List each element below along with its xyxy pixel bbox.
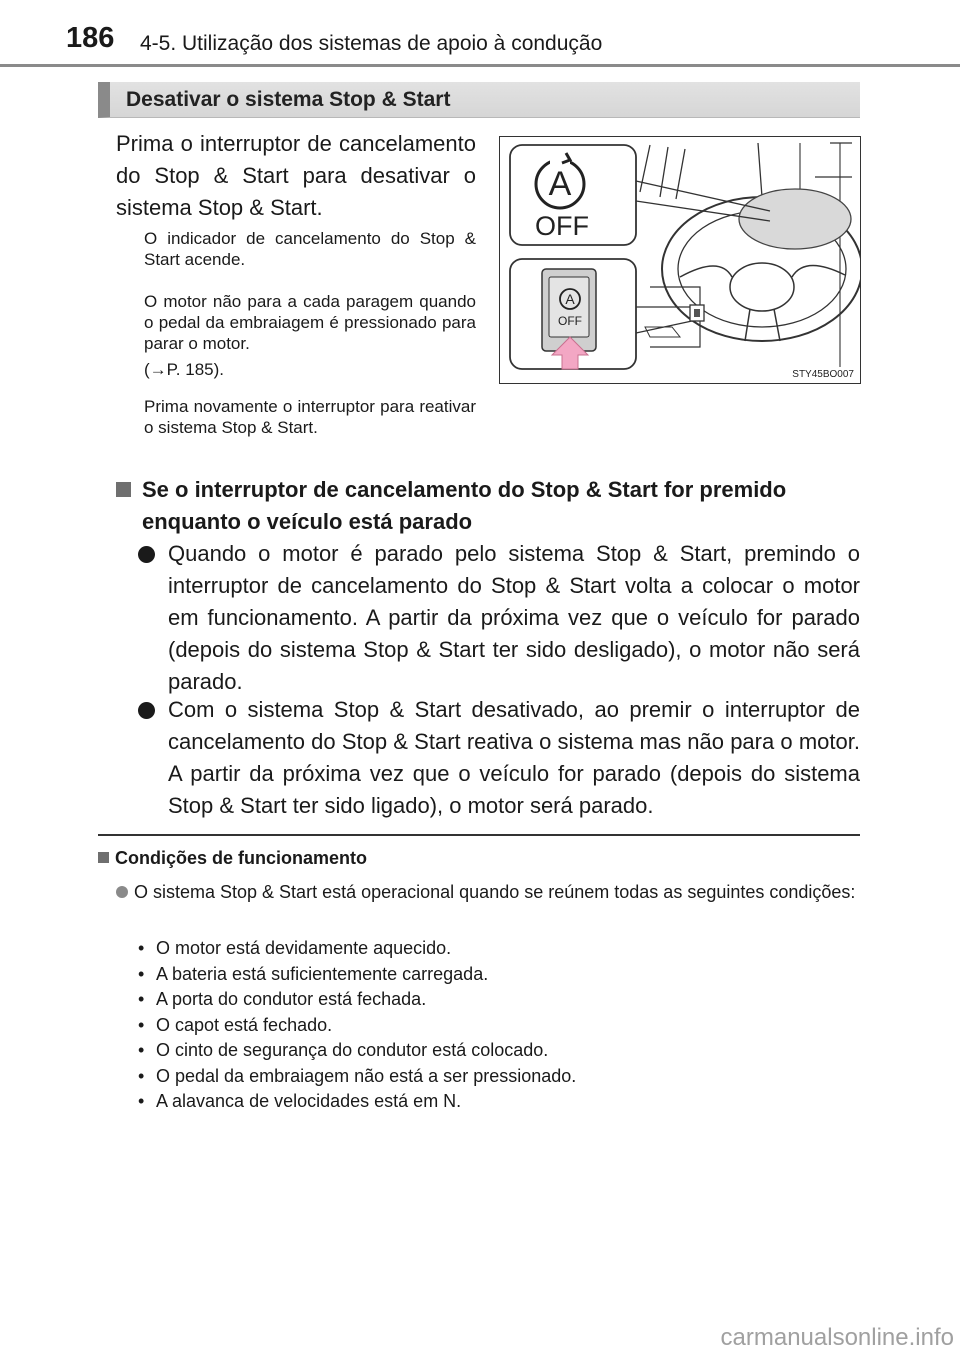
conditions-heading: Condições de funcionamento — [98, 848, 367, 869]
circle-bullet-icon — [116, 886, 128, 898]
bullet-item: Quando o motor é parado pelo sistema Stop & Start, premindo o interruptor de cancelamento do Stop & Start volta a colocar o motor em funcionamento. A partir da próxima vez que o veículo for parado (depois do sistema Stop & Start ter sido desligado), o motor não será parado. — [136, 538, 860, 698]
subsection-heading: Se o interruptor de cancelamento do Stop & Start for premido enquanto o veículo está parado — [116, 474, 860, 538]
list-item: • O motor está devidamente aquecido. — [134, 936, 834, 962]
list-item: • A porta do condutor está fechada. — [134, 987, 834, 1013]
circle-bullet-icon — [138, 546, 155, 563]
switch-off-text: OFF — [558, 314, 582, 328]
list-item: • O pedal da embraiagem não está a ser pressionado. — [134, 1064, 834, 1090]
list-item: • O cinto de segurança do condutor está colocado. — [134, 1038, 834, 1064]
indicator-off-text: OFF — [535, 211, 589, 241]
square-bullet-icon — [116, 482, 131, 497]
list-item: • O capot está fechado. — [134, 1013, 834, 1039]
indicator-letter: A — [548, 165, 572, 203]
note-indicator: O indicador de cancelamento do Stop & Start acende. — [144, 229, 476, 269]
cockpit-drawing — [500, 137, 860, 383]
section-divider — [98, 834, 860, 836]
header-rule — [0, 64, 960, 67]
figure-code: STY45BO007 — [792, 369, 854, 380]
list-item: • A alavanca de velocidades está em N. — [134, 1089, 834, 1115]
circle-bullet-icon — [138, 702, 155, 719]
conditions-intro: O sistema Stop & Start está operacional quando se reúnem todas as seguintes condições: — [116, 880, 860, 904]
note-reactivate: Prima novamente o interruptor para reativar o sistema Stop & Start. — [144, 397, 476, 437]
page-header — [0, 0, 960, 70]
square-bullet-icon — [98, 852, 109, 863]
conditions-list — [134, 936, 834, 1115]
note-page-ref: (→P. 185). — [144, 360, 225, 379]
section-title: Desativar o sistema Stop & Start — [126, 88, 451, 111]
intro-paragraph: Prima o interruptor de cancelamento do Stop & Start para desativar o sistema Stop & Start. — [116, 131, 476, 220]
note-engine: O motor não para a cada paragem quando o pedal da embraiagem é pressionado para parar o motor. — [144, 292, 476, 353]
bullet-item: Com o sistema Stop & Start desativado, ao premir o interruptor de cancelamento do Stop & Start reativa o sistema mas não para o motor. A partir da próxima vez que o veículo for parado (depois do sistema Stop & Start ter sido ligado), o motor será parado. — [136, 694, 860, 822]
chapter-title: 4-5. Utilização dos sistemas de apoio à condução — [140, 32, 603, 55]
list-item: • A bateria está suficientemente carregada. — [134, 962, 834, 988]
watermark: carmanualsonline.info — [720, 1324, 954, 1351]
dashboard-illustration — [499, 136, 861, 384]
page-number: 186 — [66, 22, 115, 54]
switch-letter: A — [565, 291, 575, 307]
section-title-bar — [98, 82, 860, 118]
